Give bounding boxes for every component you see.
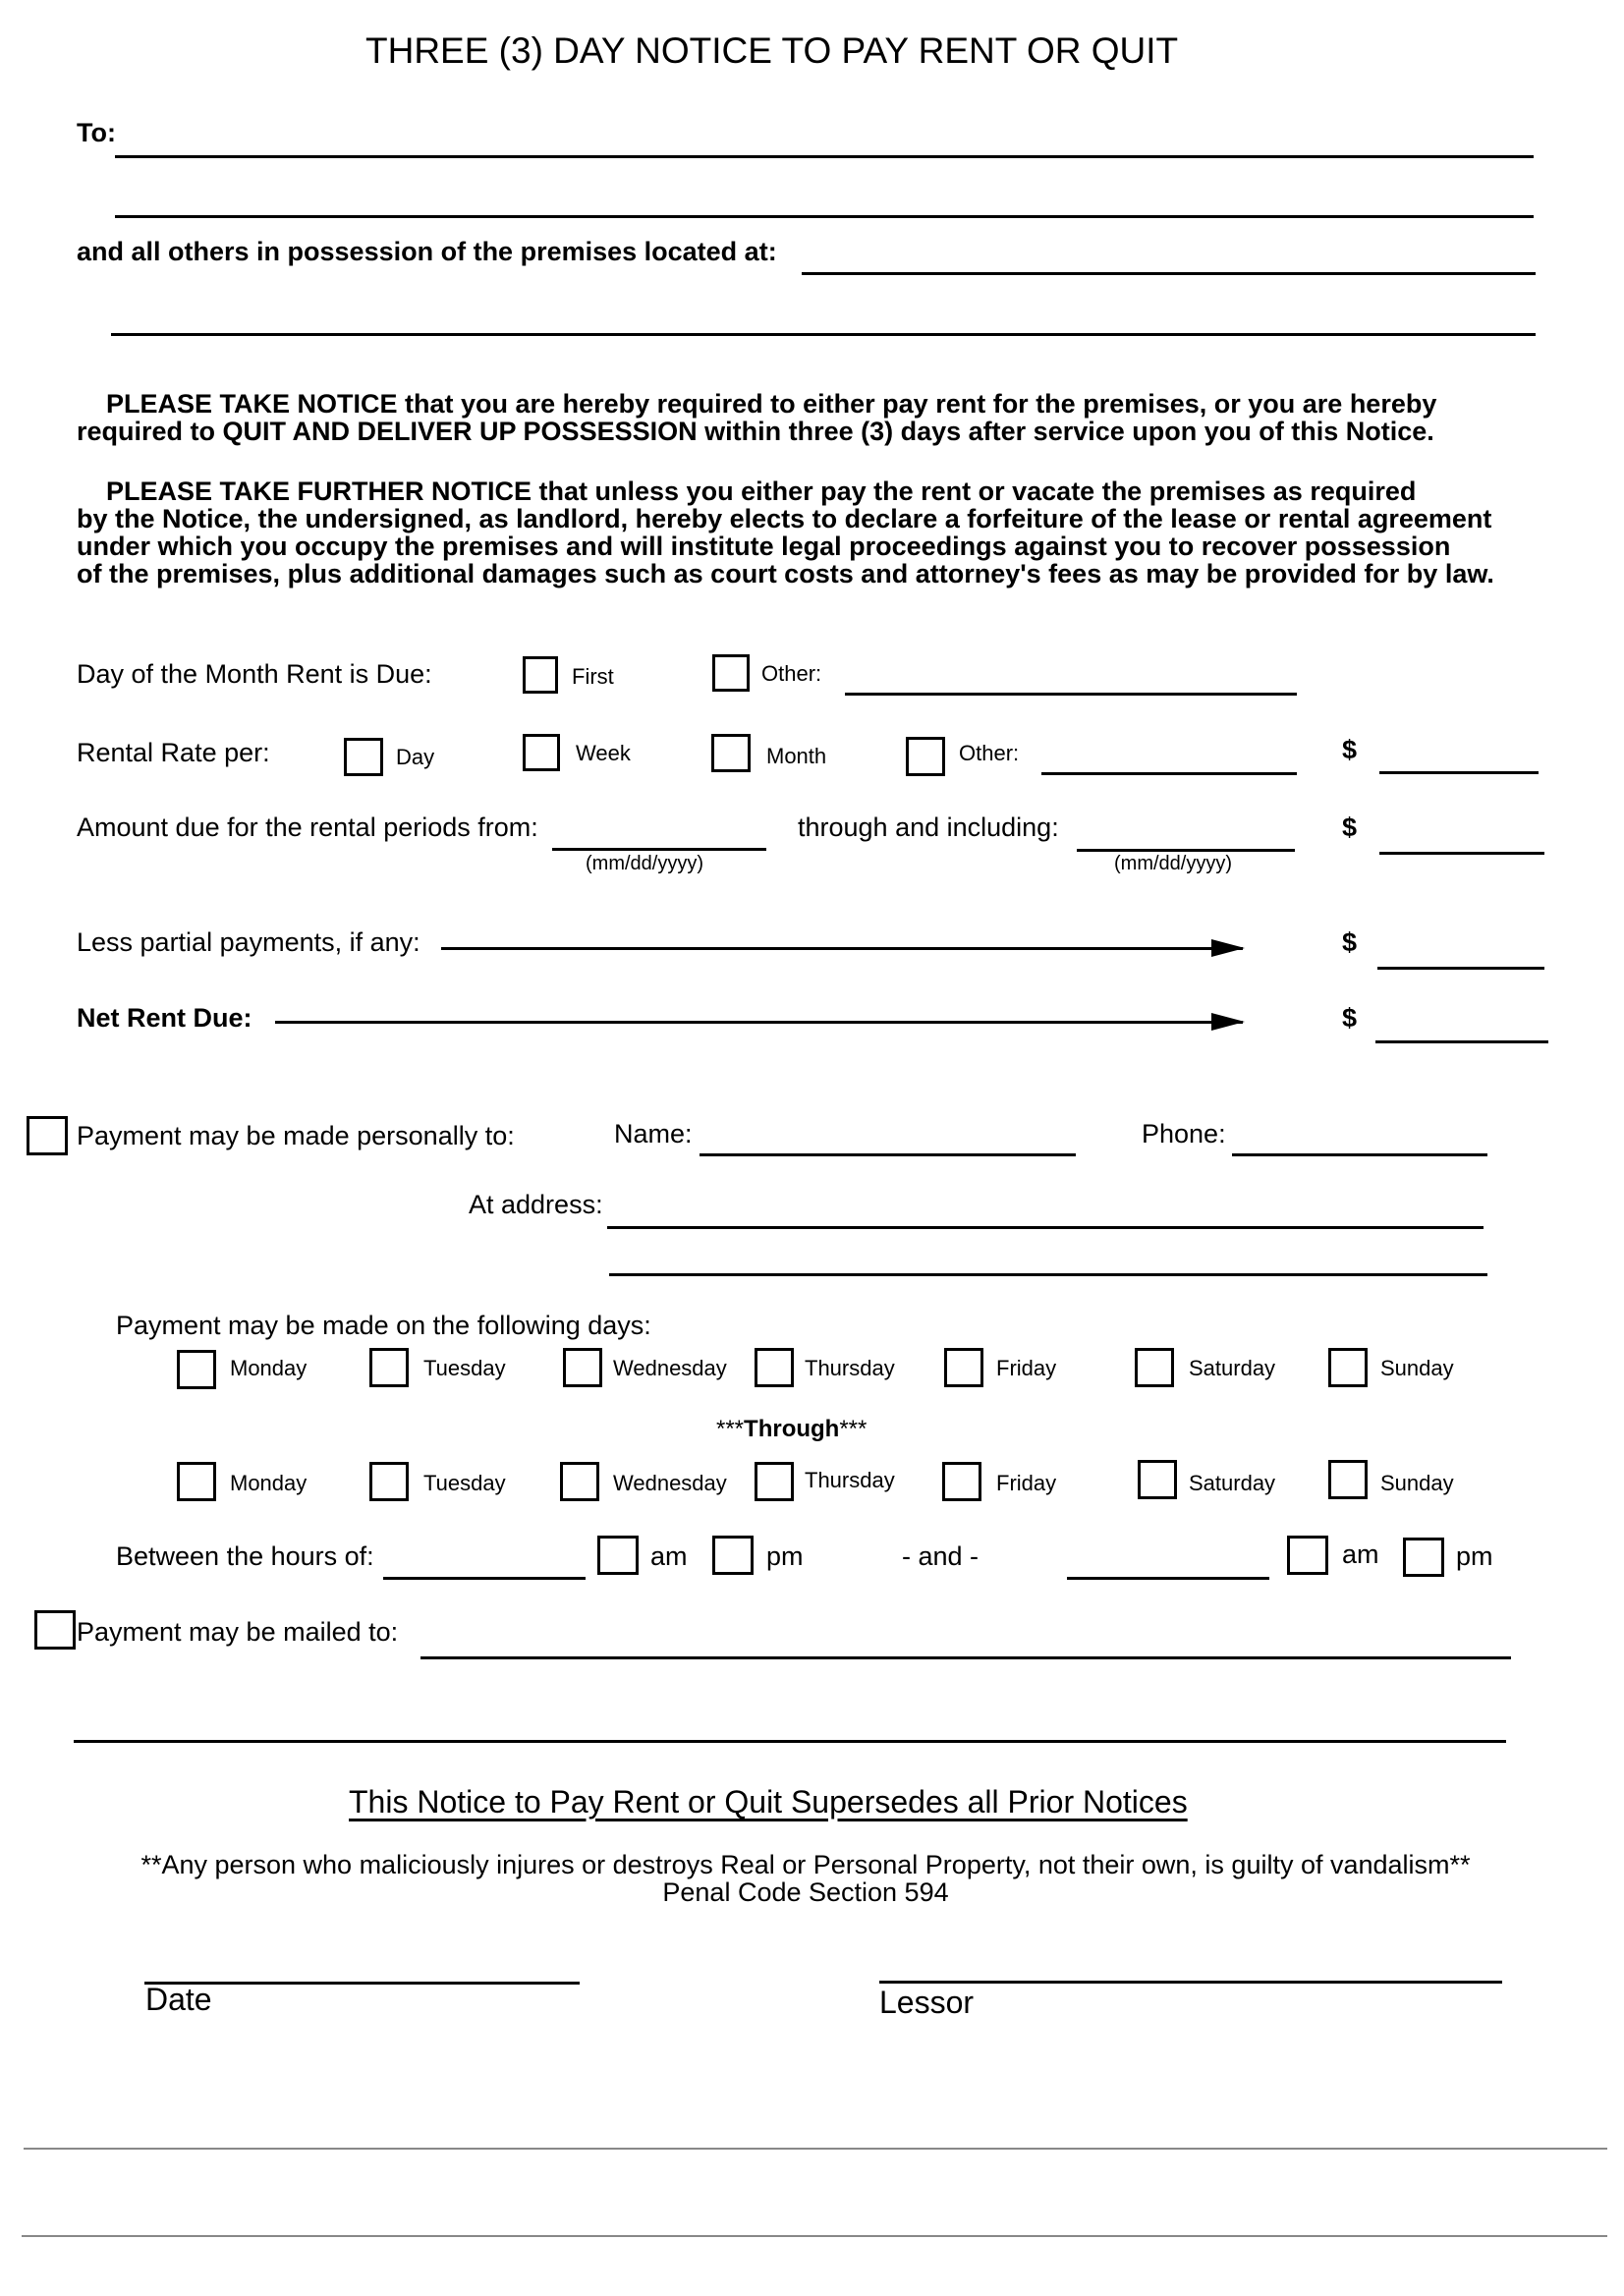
rate-amount-line[interactable] [1379,771,1539,774]
rate-label: Rental Rate per: [77,738,270,767]
day-from-saturday-checkbox[interactable] [1135,1348,1174,1387]
day-from-tuesday-label: Tuesday [423,1356,506,1380]
vandalism-notice: **Any person who maliciously injures or destroys Real or Personal Property, not their own, is guilty of vandalism** [140,1850,1471,1879]
notice-2-bold: PLEASE TAKE FURTHER NOTICE [106,476,532,506]
notice-1-bold: PLEASE TAKE NOTICE [106,389,398,419]
day-to-friday-checkbox[interactable] [942,1462,981,1501]
day-to-wednesday-label: Wednesday [613,1471,727,1495]
day-from-thursday-checkbox[interactable] [755,1348,794,1387]
personal-address-line-1[interactable] [607,1226,1484,1229]
mailed-label: Payment may be mailed to: [77,1617,399,1647]
due-other-line[interactable] [845,693,1297,696]
hours-label: Between the hours of: [116,1541,374,1571]
net-amount-line[interactable] [1375,1040,1548,1043]
days-label: Payment may be made on the following days: [116,1311,651,1340]
premises-label: and all others in possession of the premises located at: [77,237,777,266]
rate-other-checkbox[interactable] [906,737,945,776]
hours-from-pm-label: pm [766,1541,804,1571]
day-to-monday-checkbox[interactable] [177,1462,216,1501]
hours-to-pm-label: pm [1456,1541,1493,1571]
partial-label: Less partial payments, if any: [77,927,420,957]
day-from-friday-label: Friday [996,1356,1057,1380]
net-label: Net Rent Due: [77,1003,252,1033]
day-from-saturday-label: Saturday [1189,1356,1276,1380]
hours-to-am-checkbox[interactable] [1287,1536,1328,1575]
mailed-line-1[interactable] [420,1656,1511,1659]
day-to-sunday-checkbox[interactable] [1328,1460,1368,1499]
personal-name-label: Name: [614,1119,693,1148]
lessor-label: Lessor [879,1985,975,2020]
personal-address-line-2[interactable] [609,1273,1487,1276]
to-line-1[interactable] [115,155,1534,158]
personal-label: Payment may be made personally to: [77,1121,515,1150]
hours-from-line[interactable] [383,1577,586,1580]
due-other-checkbox[interactable] [712,654,750,692]
hours-from-pm-checkbox[interactable] [712,1536,754,1575]
day-from-monday-label: Monday [230,1356,308,1380]
day-from-friday-checkbox[interactable] [944,1348,983,1387]
period-from-line[interactable] [552,848,766,851]
mailed-checkbox[interactable] [34,1610,76,1650]
partial-dollar: $ [1342,927,1358,957]
to-label: To: [77,118,116,147]
personal-phone-label: Phone: [1142,1119,1226,1148]
partial-amount-line[interactable] [1377,967,1544,970]
net-dollar: $ [1342,1003,1358,1033]
penal-code: Penal Code Section 594 [662,1877,949,1907]
rate-day-label: Day [396,745,435,769]
notice-paragraph-1: PLEASE TAKE NOTICE that you are hereby required to either pay rent for the premises, or you are hereby required to QUIT AND DELIVER UP POSSESSION within three (3) days after service upon you of this Notice. [77,389,1437,446]
day-from-thursday-label: Thursday [805,1356,895,1380]
notice-paragraph-2: PLEASE TAKE FURTHER NOTICE that unless you either pay the rent or vacate the premises as required by the Notice, the undersigned, as landlord, hereby elects to declare a forfeiture of the lease or rental agreement under which you occupy the premises and will institute legal proceedings against you to recover possession of the premises, plus additional damages such as court costs and attorney's fees as may be provided for by law. [77,476,1494,588]
footer-rule-1 [24,2148,1607,2150]
premises-line-2[interactable] [111,333,1536,336]
day-to-tuesday-label: Tuesday [423,1471,506,1495]
day-to-thursday-label: Thursday [805,1468,895,1492]
through-label: ***Through*** [716,1416,868,1442]
due-first-checkbox[interactable] [523,656,558,694]
net-arrow [275,1021,1243,1024]
period-from-hint: (mm/dd/yyyy) [586,853,703,874]
rate-day-checkbox[interactable] [344,738,383,776]
due-other-label: Other: [761,661,822,686]
hours-to-am-label: am [1342,1540,1379,1569]
hours-from-am-checkbox[interactable] [597,1536,639,1575]
periods-through-label: through and including: [798,812,1059,842]
day-from-monday-checkbox[interactable] [177,1350,216,1389]
day-from-tuesday-checkbox[interactable] [369,1348,409,1387]
footer-rule-2 [22,2235,1607,2237]
day-to-friday-label: Friday [996,1471,1057,1495]
personal-phone-line[interactable] [1232,1153,1487,1156]
supersedes-notice: This Notice to Pay Rent or Quit Supersedes all Prior Notices [349,1784,1188,1820]
day-to-thursday-checkbox[interactable] [755,1462,794,1501]
rate-week-label: Week [576,741,631,765]
day-to-sunday-label: Sunday [1380,1471,1454,1495]
day-to-saturday-label: Saturday [1189,1471,1276,1495]
rate-other-line[interactable] [1041,772,1297,775]
personal-name-line[interactable] [700,1153,1076,1156]
day-from-sunday-label: Sunday [1380,1356,1454,1380]
rate-dollar: $ [1342,735,1358,764]
due-first-label: First [572,664,614,689]
periods-dollar: $ [1342,812,1358,842]
hours-and-label: - and - [902,1541,980,1571]
day-to-tuesday-checkbox[interactable] [369,1462,409,1501]
due-day-label: Day of the Month Rent is Due: [77,659,432,689]
rate-month-label: Month [766,744,827,768]
day-from-wednesday-label: Wednesday [613,1356,727,1380]
day-from-wednesday-checkbox[interactable] [563,1348,602,1387]
hours-to-pm-checkbox[interactable] [1403,1538,1444,1577]
date-label: Date [145,1982,212,2017]
mailed-line-2[interactable] [74,1740,1506,1743]
period-to-hint: (mm/dd/yyyy) [1114,853,1232,874]
to-line-2[interactable] [115,215,1534,218]
partial-arrow [441,947,1243,950]
rate-other-label: Other: [959,741,1020,765]
day-to-saturday-checkbox[interactable] [1138,1460,1177,1499]
periods-amount-line[interactable] [1379,852,1544,855]
rate-week-checkbox[interactable] [523,734,560,771]
premises-line-1[interactable] [802,272,1536,275]
day-from-sunday-checkbox[interactable] [1328,1348,1368,1387]
day-to-monday-label: Monday [230,1471,308,1495]
personal-address-label: At address: [469,1190,603,1219]
day-to-wednesday-checkbox[interactable] [560,1462,599,1501]
hours-to-line[interactable] [1067,1577,1269,1580]
period-to-line[interactable] [1077,849,1295,852]
personal-checkbox[interactable] [27,1116,68,1155]
document-title: THREE (3) DAY NOTICE TO PAY RENT OR QUIT [365,30,1179,71]
rate-month-checkbox[interactable] [711,734,751,772]
periods-label: Amount due for the rental periods from: [77,812,538,842]
hours-from-am-label: am [650,1541,688,1571]
lessor-signature-line[interactable] [879,1981,1502,1984]
